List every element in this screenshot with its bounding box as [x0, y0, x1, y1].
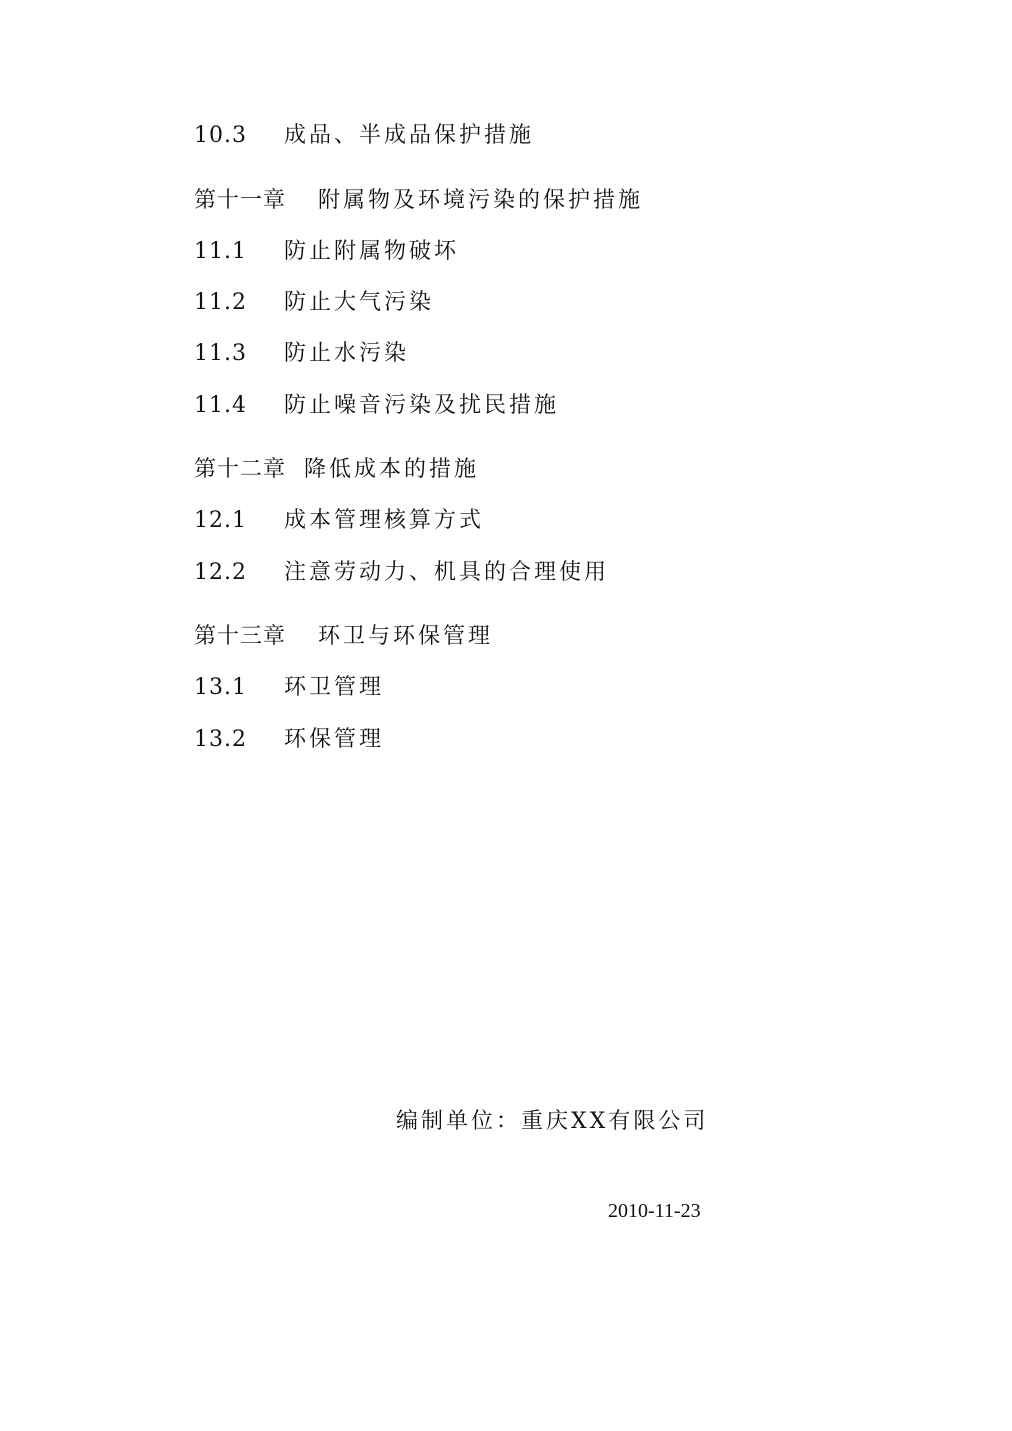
chapter-title: 降低成本的措施 — [304, 457, 480, 482]
toc-entry-12-1 — [194, 504, 484, 538]
chapter-number: 第十三章 — [194, 624, 287, 649]
toc-entry-10-3 — [194, 119, 534, 153]
section-number: 12.1 — [194, 508, 247, 533]
toc-chapter-13 — [194, 620, 493, 654]
section-number: 12.2 — [194, 560, 247, 585]
section-title: 环保管理 — [284, 727, 385, 752]
section-number: 10.3 — [194, 123, 247, 148]
section-title: 防止水污染 — [284, 341, 410, 366]
compiling-organization: 编制单位：重庆XX有限公司 — [396, 1109, 709, 1134]
section-number: 11.3 — [194, 341, 247, 366]
section-number: 13.1 — [194, 675, 247, 700]
toc-entry-11-3 — [194, 337, 409, 371]
toc-entry-11-1 — [194, 235, 459, 269]
section-number: 11.4 — [194, 393, 247, 418]
document-date: 2010-11-23 — [608, 1200, 701, 1222]
toc-entry-13-2 — [194, 723, 384, 757]
toc-entry-12-2 — [194, 556, 609, 590]
section-title: 环卫管理 — [284, 675, 385, 700]
section-title: 成本管理核算方式 — [284, 508, 485, 533]
toc-entry-11-4 — [194, 389, 559, 423]
chapter-number: 第十二章 — [194, 457, 287, 482]
chapter-title: 环卫与环保管理 — [318, 624, 494, 649]
chapter-title: 附属物及环境污染的保护措施 — [318, 188, 644, 213]
section-number: 13.2 — [194, 727, 247, 752]
section-title: 防止大气污染 — [284, 290, 435, 315]
section-title: 防止噪音污染及扰民措施 — [284, 393, 560, 418]
toc-chapter-12 — [194, 453, 479, 487]
section-number: 11.2 — [194, 290, 247, 315]
section-number: 11.1 — [194, 239, 247, 264]
toc-entry-11-2 — [194, 286, 434, 320]
toc-chapter-11 — [194, 184, 643, 218]
chapter-number: 第十一章 — [194, 188, 287, 213]
section-title: 成品、半成品保护措施 — [284, 123, 535, 148]
section-title: 注意劳动力、机具的合理使用 — [284, 560, 610, 585]
toc-entry-13-1 — [194, 671, 384, 705]
section-title: 防止附属物破坏 — [284, 239, 460, 264]
